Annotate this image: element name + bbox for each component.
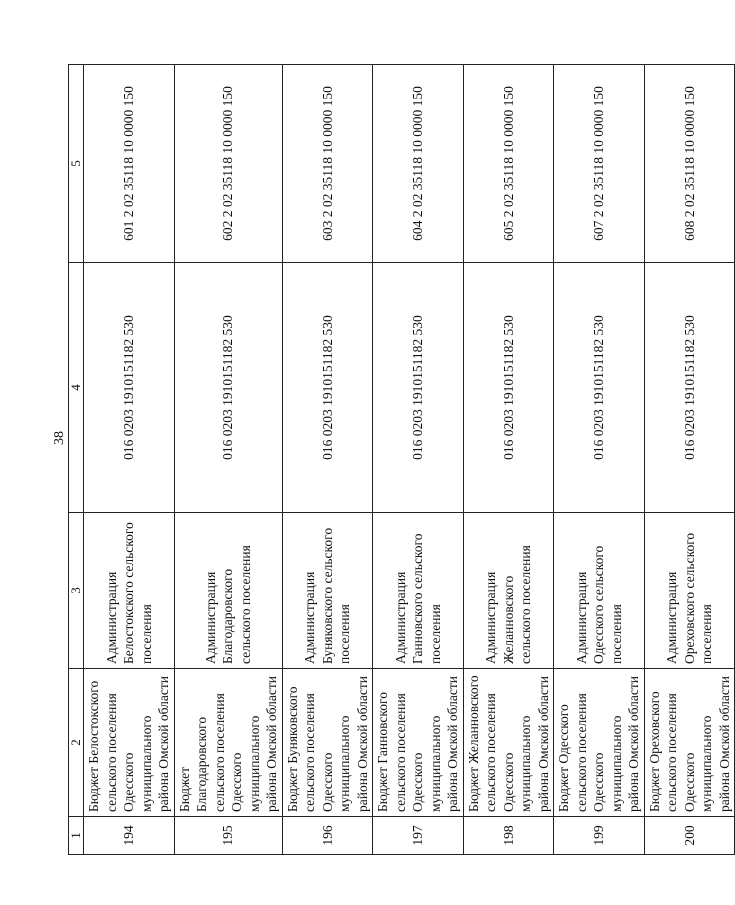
- administrator-cell: Администрация Ганновского сельского поселения: [373, 513, 464, 669]
- classification-code-cell: 016 0203 1910151182 530: [84, 263, 175, 513]
- row-number-cell: 196: [282, 817, 373, 855]
- row-number-cell: 195: [174, 817, 282, 855]
- budget-name-cell: Бюджет Ореховского сельского поселения Одесского муниципального района Омской области: [644, 669, 735, 817]
- classification-code-cell: 016 0203 1910151182 530: [282, 263, 373, 513]
- column-header: 2: [69, 669, 84, 817]
- table-row: [463, 65, 554, 855]
- table-row: [174, 65, 282, 855]
- rotated-page: [50, 65, 732, 855]
- budget-table: [68, 64, 735, 855]
- table-row: [644, 65, 735, 855]
- table-row: [373, 65, 464, 855]
- revenue-code-cell: 607 2 02 35118 10 0000 150: [554, 65, 645, 263]
- column-header: 1: [69, 817, 84, 855]
- column-header: 5: [69, 65, 84, 263]
- administrator-cell: Администрация Одесского сельского поселения: [554, 513, 645, 669]
- page-number: 38: [52, 431, 67, 445]
- revenue-code-cell: 604 2 02 35118 10 0000 150: [373, 65, 464, 263]
- row-number-cell: 197: [373, 817, 464, 855]
- header-row: [69, 65, 84, 855]
- budget-name-cell: Бюджет Одесского сельского поселения Одесского муниципального района Омской области: [554, 669, 645, 817]
- revenue-code-cell: 602 2 02 35118 10 0000 150: [174, 65, 282, 263]
- table-row: [282, 65, 373, 855]
- classification-code-cell: 016 0203 1910151182 530: [644, 263, 735, 513]
- administrator-cell: Администрация Ореховского сельского поселения: [644, 513, 735, 669]
- budget-name-cell: Бюджет Ганновского сельского поселения Одесского муниципального района Омской области: [373, 669, 464, 817]
- administrator-cell: Администрация Желанновского сельского поселения: [463, 513, 554, 669]
- table-row: [554, 65, 645, 855]
- administrator-cell: Администрация Благодаровского сельского поселения: [174, 513, 282, 669]
- administrator-cell: Администрация Белостокского сельского поселения: [84, 513, 175, 669]
- revenue-code-cell: 605 2 02 35118 10 0000 150: [463, 65, 554, 263]
- classification-code-cell: 016 0203 1910151182 530: [174, 263, 282, 513]
- row-number-cell: 198: [463, 817, 554, 855]
- table-row: [84, 65, 175, 855]
- revenue-code-cell: 608 2 02 35118 10 0000 150: [644, 65, 735, 263]
- classification-code-cell: 016 0203 1910151182 530: [554, 263, 645, 513]
- revenue-code-cell: 601 2 02 35118 10 0000 150: [84, 65, 175, 263]
- budget-name-cell: Бюджет Благодаровского сельского поселения Одесского муниципального района Омской области: [174, 669, 282, 817]
- budget-name-cell: Бюджет Буняковского сельского поселения Одесского муниципального района Омской области: [282, 669, 373, 817]
- budget-name-cell: Бюджет Желанновского сельского поселения Одесского муниципального района Омской области: [463, 669, 554, 817]
- row-number-cell: 200: [644, 817, 735, 855]
- classification-code-cell: 016 0203 1910151182 530: [373, 263, 464, 513]
- classification-code-cell: 016 0203 1910151182 530: [463, 263, 554, 513]
- row-number-cell: 194: [84, 817, 175, 855]
- administrator-cell: Администрация Буняковского сельского поселения: [282, 513, 373, 669]
- row-number-cell: 199: [554, 817, 645, 855]
- budget-name-cell: Бюджет Белостокского сельского поселения Одесского муниципального района Омской области: [84, 669, 175, 817]
- column-header: 4: [69, 263, 84, 513]
- column-header: 3: [69, 513, 84, 669]
- revenue-code-cell: 603 2 02 35118 10 0000 150: [282, 65, 373, 263]
